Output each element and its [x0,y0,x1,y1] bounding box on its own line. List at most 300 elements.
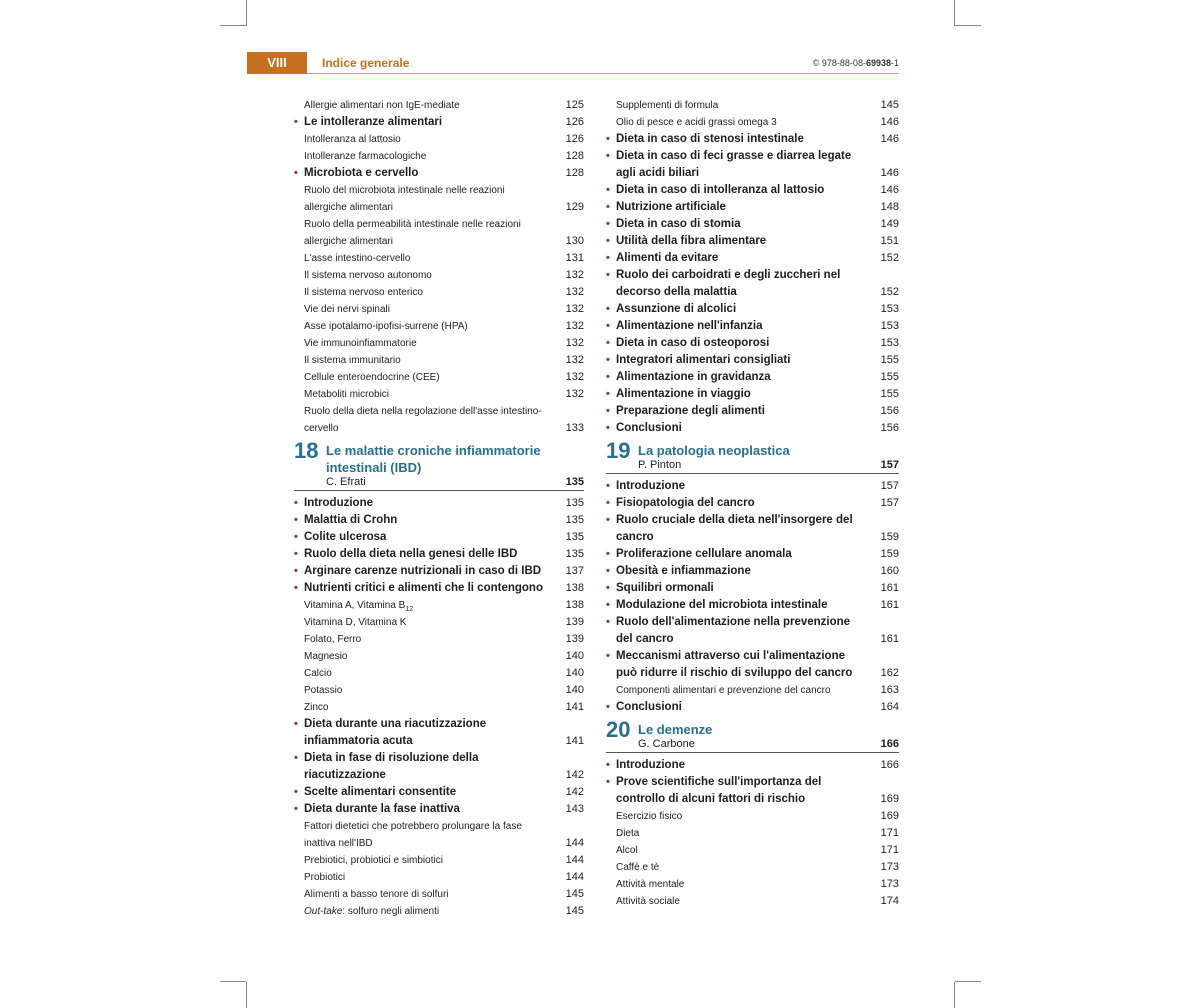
toc-section-entry[interactable] [606,148,899,182]
toc-section-entry[interactable] [294,165,584,182]
toc-section-entry[interactable] [294,784,584,801]
crop-mark [955,25,981,26]
entry-page: 171 [880,844,899,856]
entry-title: Ruolo cruciale della dieta nell'insorgere del cancro [616,514,853,543]
entry-title: Utilità della fibra alimentare [616,235,767,247]
entry-page: 145 [565,888,584,900]
entry-title: Preparazione degli alimenti [616,405,765,417]
entry-title: Cellule enteroendocrine (CEE) [304,372,440,383]
bullet-icon: • [606,759,610,771]
entry-title: Ruolo dell'alimentazione nella prevenzione del cancro [616,616,851,645]
bullet-icon: • [294,548,298,560]
entry-title: Ruolo della permeabilità intestinale nelle reazioni allergiche alimentari [304,219,521,247]
entry-title: Alimentazione nell'infanzia [616,320,763,332]
entry-page: 126 [565,116,584,128]
entry-page: 146 [880,133,899,145]
bullet-icon: • [294,167,298,179]
entry-page: 146 [880,184,899,196]
entry-page: 131 [565,252,584,264]
entry-page: 132 [565,269,584,281]
entry-title: Potassio [304,685,343,696]
bullet-icon: • [606,354,610,366]
entry-title: Fattori dietetici che potrebbero prolungare la fase inattiva nell'IBD [304,821,522,849]
toc-section-entry[interactable] [606,546,899,563]
toc-section-entry[interactable] [606,420,899,437]
entry-title: Ruolo dei carboidrati e degli zuccheri nel decorso della malattia [616,269,841,298]
toc-subsection-entry[interactable] [294,648,584,665]
toc-section-entry[interactable] [606,267,899,301]
toc-subsection-entry[interactable] [294,369,584,386]
toc-section-entry[interactable] [294,580,584,597]
entry-title: Assunzione di alcolici [616,303,737,315]
entry-title: Olio di pesce e acidi grassi omega 3 [616,117,777,128]
entry-page: 155 [880,371,899,383]
chapter-author: G. Carbone [638,738,695,750]
entry-page: 128 [565,150,584,162]
entry-title: Dieta in caso di osteoporosi [616,337,770,349]
toc-subsection-entry[interactable] [294,335,584,352]
entry-title: Out-take: solfuro negli alimenti [304,906,440,917]
entry-page: 132 [565,286,584,298]
toc-subsection-entry[interactable] [294,148,584,165]
entry-title: Meccanismi attraverso cui l'alimentazione può ridurre il rischio di sviluppo del cancro [616,650,853,679]
header-rule [307,73,899,74]
toc-section-entry[interactable] [606,233,899,250]
entry-page: 132 [565,388,584,400]
entry-title: Dieta in fase di risoluzione della riacutizzazione [304,752,479,781]
toc-section-entry[interactable] [606,216,899,233]
entry-title: Nutrizione artificiale [616,201,726,213]
chapter-number: 19 [606,438,631,463]
entry-title: Proliferazione cellulare anomala [616,548,792,560]
toc-section-entry[interactable] [294,716,584,750]
entry-page: 164 [880,701,899,713]
toc-section-entry[interactable] [294,801,584,818]
entry-title: L'asse intestino-cervello [304,253,411,264]
toc-subsection-entry[interactable] [294,386,584,403]
toc-subsection-entry[interactable] [606,893,899,910]
entry-page: 146 [880,116,899,128]
entry-page: 149 [880,218,899,230]
toc-section-entry[interactable] [606,403,899,420]
toc-section-entry[interactable] [606,301,899,318]
toc-section-entry[interactable] [294,512,584,529]
toc-section-entry[interactable] [606,199,899,216]
entry-page: 139 [565,633,584,645]
crop-mark [246,0,247,26]
toc-subsection-entry[interactable] [294,250,584,267]
entry-page: 162 [880,667,899,679]
toc-subsection-entry[interactable] [294,318,584,335]
entry-page: 152 [880,252,899,264]
entry-page: 128 [565,167,584,179]
isbn-bold: 69938 [865,58,891,68]
toc-section-entry[interactable] [606,774,899,808]
bullet-icon: • [294,786,298,798]
bullet-icon: • [606,599,610,611]
crop-mark [954,0,955,26]
entry-title: Microbiota e cervello [304,167,419,179]
page-number: VIII [247,52,307,74]
entry-title: Supplementi di formula [616,100,719,111]
toc-subsection-entry[interactable] [294,182,584,216]
entry-title: Allergie alimentari non IgE-mediate [304,100,460,111]
entry-page: 125 [565,99,584,111]
toc-section-entry[interactable] [294,563,584,580]
chapter-heading[interactable] [606,717,899,753]
entry-page: 153 [880,320,899,332]
toc-subsection-entry[interactable] [294,852,584,869]
toc-section-entry[interactable] [606,386,899,403]
toc-subsection-entry[interactable] [294,869,584,886]
entry-page: 132 [565,320,584,332]
entry-page: 135 [565,531,584,543]
toc-subsection-entry[interactable] [606,682,899,699]
crop-mark [220,25,246,26]
chapter-number: 18 [294,438,319,463]
entry-title: Calcio [304,668,332,679]
entry-page: 174 [880,895,899,907]
toc-section-entry[interactable] [294,114,584,131]
entry-title: Scelte alimentari consentite [304,786,457,798]
entry-page: 126 [565,133,584,145]
chapter-page: 166 [880,738,899,750]
bullet-icon: • [606,422,610,434]
entry-title: Alimentazione in gravidanza [616,371,771,383]
toc-subsection-entry[interactable] [294,614,584,631]
entry-page: 141 [565,701,584,713]
entry-title: Dieta in caso di stomia [616,218,741,230]
bullet-icon: • [606,201,610,213]
entry-title: Dieta durante la fase inattiva [304,803,460,815]
entry-page: 135 [565,497,584,509]
entry-page: 140 [565,684,584,696]
bullet-icon: • [606,548,610,560]
entry-page: 155 [880,354,899,366]
entry-page: 144 [565,871,584,883]
page-header [247,52,899,74]
entry-title: Introduzione [304,497,373,509]
bullet-icon: • [606,269,610,281]
entry-title: Il sistema nervoso autonomo [304,270,432,281]
bullet-icon: • [606,218,610,230]
toc-section-entry[interactable] [606,318,899,335]
entry-page: 144 [565,854,584,866]
entry-title: Prove scientifiche sull'importanza del controllo di alcuni fattori di rischio [616,776,822,805]
toc-subsection-entry[interactable] [294,886,584,903]
crop-mark [955,981,981,982]
bullet-icon: • [294,514,298,526]
chapter-title: La patologia neoplastica [638,443,790,458]
entry-title: Zinco [304,702,329,713]
bullet-icon: • [606,565,610,577]
isbn [813,52,899,74]
crop-mark [954,982,955,1008]
entry-title-italic: Out-take [304,906,343,917]
bullet-icon: • [606,582,610,594]
bullet-icon: • [606,303,610,315]
toc-section-entry[interactable] [606,335,899,352]
toc-section-entry[interactable] [606,352,899,369]
toc-section-entry[interactable] [606,614,899,648]
toc-subsection-entry[interactable] [294,699,584,716]
entry-page: 135 [565,514,584,526]
toc-subsection-entry[interactable] [294,267,584,284]
entry-page: 132 [565,371,584,383]
toc-section-entry[interactable] [294,546,584,563]
bullet-icon: • [294,582,298,594]
entry-title: Dieta in caso di stenosi intestinale [616,133,804,145]
toc-subsection-entry[interactable] [606,825,899,842]
entry-page: 153 [880,337,899,349]
entry-title: Attività mentale [616,879,685,890]
entry-page: 133 [565,422,584,434]
chapter-number: 20 [606,717,631,742]
entry-page: 138 [565,599,584,611]
toc-section-entry[interactable] [606,250,899,267]
bullet-icon: • [606,650,610,662]
entry-page: 145 [880,99,899,111]
entry-page: 141 [565,735,584,747]
entry-page: 161 [880,599,899,611]
entry-title: Alimenti a basso tenore di solfuri [304,889,449,900]
entry-page: 138 [565,582,584,594]
toc-section-entry[interactable] [294,529,584,546]
bullet-icon: • [606,776,610,788]
chapter-page: 157 [880,459,899,471]
entry-title: Intolleranza al lattosio [304,134,401,145]
toc-left-column [294,97,584,920]
entry-title: Arginare carenze nutrizionali in caso di IBD [304,565,542,577]
toc-section-entry[interactable] [606,182,899,199]
entry-page: 151 [880,235,899,247]
entry-title: Malattia di Crohn [304,514,398,526]
bullet-icon: • [294,116,298,128]
entry-title: Integratori alimentari consigliati [616,354,791,366]
bullet-icon: • [606,150,610,162]
toc-section-entry[interactable] [294,495,584,512]
entry-title: Caffè e tè [616,862,660,873]
entry-title: Metaboliti microbici [304,389,390,400]
toc-subsection-entry[interactable] [294,631,584,648]
toc-subsection-entry[interactable] [294,403,584,437]
entry-page: 132 [565,303,584,315]
toc-subsection-entry[interactable] [294,301,584,318]
entry-title: Componenti alimentari e prevenzione del cancro [616,685,831,696]
entry-title: Dieta in caso di feci grasse e diarrea legate agli acidi biliari [616,150,852,179]
entry-page: 148 [880,201,899,213]
toc-subsection-entry[interactable] [294,216,584,250]
toc-section-entry[interactable] [606,757,899,774]
toc-subsection-entry[interactable] [606,876,899,893]
entry-title: Prebiotici, probiotici e simbiotici [304,855,443,866]
toc-section-entry[interactable] [606,495,899,512]
toc-subsection-entry[interactable] [294,597,584,614]
entry-page: 173 [880,861,899,873]
entry-title: Asse ipotalamo-ipofisi-surrene (HPA) [304,321,468,332]
entry-page: 130 [565,235,584,247]
toc-section-entry[interactable] [606,648,899,682]
chapter-title: Le demenze [638,722,713,737]
entry-title: Introduzione [616,759,685,771]
entry-page: 163 [880,684,899,696]
toc-subsection-entry[interactable] [294,97,584,114]
entry-page: 153 [880,303,899,315]
chapter-page: 135 [565,476,584,488]
entry-page: 143 [565,803,584,815]
entry-page: 135 [565,548,584,560]
toc-subsection-entry[interactable] [606,97,899,114]
entry-title: Ruolo della dieta nella genesi delle IBD [304,548,518,560]
entry-page: 159 [880,531,899,543]
entry-title: Ruolo della dieta nella regolazione dell'asse intestino-cervello [304,406,542,434]
chapter-author: C. Efrati [326,476,366,488]
entry-title: Vitamina A, Vitamina $B_{12}$ [304,600,414,613]
entry-title: Dieta [616,828,640,839]
entry-page: 152 [880,286,899,298]
entry-title: Alimentazione in viaggio [616,388,751,400]
toc-subsection-entry[interactable] [606,859,899,876]
toc-section-entry[interactable] [606,563,899,580]
entry-page: 161 [880,633,899,645]
entry-title: Folato, Ferro [304,634,362,645]
entry-page: 166 [880,759,899,771]
bullet-icon: • [606,388,610,400]
running-title: Indice generale [322,56,410,70]
entry-title: Magnesio [304,651,348,662]
toc-section-entry[interactable] [606,369,899,386]
bullet-icon: • [294,565,298,577]
entry-page: 139 [565,616,584,628]
chapter-heading[interactable] [294,438,584,491]
entry-title: Modulazione del microbiota intestinale [616,599,828,611]
entry-page: 142 [565,786,584,798]
bullet-icon: • [606,497,610,509]
toc-subsection-entry[interactable] [606,114,899,131]
entry-title: Alcol [616,845,638,856]
bullet-icon: • [294,531,298,543]
isbn-suffix: -1 [890,58,899,68]
toc-section-entry[interactable] [606,512,899,546]
bullet-icon: • [606,701,610,713]
entry-title: Attività sociale [616,896,680,907]
toc-section-entry[interactable] [606,478,899,495]
entry-page: 144 [565,837,584,849]
entry-page: 169 [880,793,899,805]
toc-subsection-entry[interactable] [606,808,899,825]
toc-subsection-entry[interactable] [294,818,584,852]
entry-title: Nutrienti critici e alimenti che li contengono [304,582,543,594]
entry-page: 171 [880,827,899,839]
isbn-prefix: © 978-88-08- [812,58,866,68]
entry-title: Intolleranze farmacologiche [304,151,427,162]
crop-mark [246,982,247,1008]
toc-subsection-entry[interactable] [294,903,584,920]
toc-subsection-entry[interactable] [294,131,584,148]
entry-title: Le intolleranze alimentari [304,116,443,128]
bullet-icon: • [294,497,298,509]
toc-subsection-entry[interactable] [294,284,584,301]
entry-title: Il sistema nervoso enterico [304,287,423,298]
chapter-title: Le malattie croniche infiammatorie intestinali (IBD) [326,443,541,475]
entry-page: 146 [880,167,899,179]
entry-title: Conclusioni [616,701,682,713]
entry-subscript: 12 [405,606,414,613]
toc-right-column [606,97,899,910]
entry-title: Probiotici [304,872,346,883]
entry-page: 142 [565,769,584,781]
bullet-icon: • [606,133,610,145]
bullet-icon: • [606,514,610,526]
entry-page: 145 [565,905,584,917]
entry-title: Ruolo del microbiota intestinale nelle reazioni allergiche alimentari [304,185,505,213]
bullet-icon: • [294,803,298,815]
entry-page: 140 [565,667,584,679]
entry-title: Vie immunoinfiammatorie [304,338,417,349]
toc-subsection-entry[interactable] [606,842,899,859]
toc-section-entry[interactable] [606,131,899,148]
chapter-author: P. Pinton [638,459,682,471]
crop-mark [220,981,246,982]
entry-page: 159 [880,548,899,560]
entry-title: Squilibri ormonali [616,582,714,594]
entry-title: Dieta durante una riacutizzazione infiammatoria acuta [304,718,487,747]
toc-section-entry[interactable] [606,580,899,597]
bullet-icon: • [606,320,610,332]
entry-page: 137 [565,565,584,577]
bullet-icon: • [606,405,610,417]
bullet-icon: • [606,480,610,492]
entry-title: Dieta in caso di intolleranza al lattosio [616,184,825,196]
entry-page: 132 [565,337,584,349]
bullet-icon: • [606,235,610,247]
entry-title: Vie dei nervi spinali [304,304,390,315]
entry-title: Conclusioni [616,422,682,434]
entry-title: Introduzione [616,480,685,492]
entry-title: Alimenti da evitare [616,252,719,264]
toc-subsection-entry[interactable] [294,665,584,682]
toc-section-entry[interactable] [606,597,899,614]
bullet-icon: • [294,752,298,764]
entry-page: 129 [565,201,584,213]
entry-page: 156 [880,405,899,417]
entry-page: 132 [565,354,584,366]
entry-title: Vitamina D, Vitamina K [304,617,407,628]
bullet-icon: • [606,616,610,628]
entry-page: 155 [880,388,899,400]
entry-page: 161 [880,582,899,594]
entry-page: 169 [880,810,899,822]
bullet-icon: • [606,184,610,196]
entry-title: Obesità e infiammazione [616,565,751,577]
entry-page: 157 [880,497,899,509]
entry-title: Il sistema immunitario [304,355,401,366]
toc-subsection-entry[interactable] [294,682,584,699]
entry-title: Colite ulcerosa [304,531,387,543]
entry-page: 140 [565,650,584,662]
bullet-icon: • [606,371,610,383]
toc-section-entry[interactable] [294,750,584,784]
bullet-icon: • [606,337,610,349]
entry-page: 173 [880,878,899,890]
bullet-icon: • [294,718,298,730]
toc-section-entry[interactable] [606,699,899,716]
chapter-heading[interactable] [606,438,899,474]
toc-subsection-entry[interactable] [294,352,584,369]
entry-page: 156 [880,422,899,434]
bullet-icon: • [606,252,610,264]
entry-title: Esercizio fisico [616,811,683,822]
